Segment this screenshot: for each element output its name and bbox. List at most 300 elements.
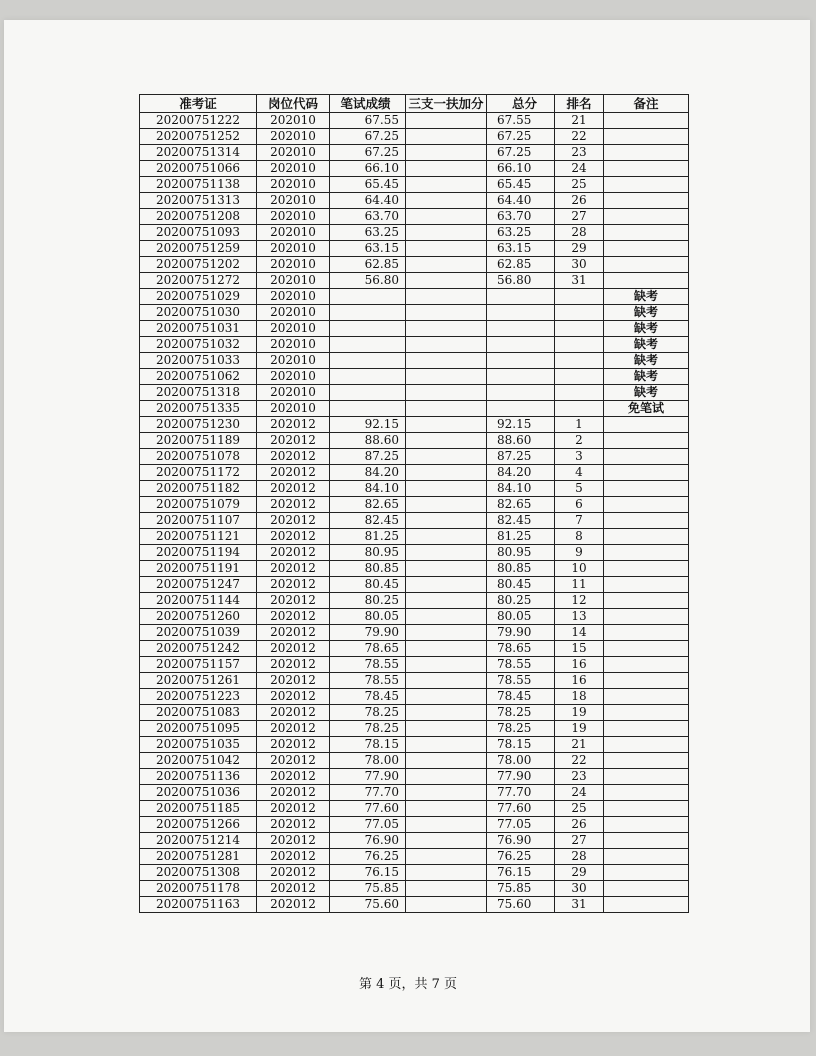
cell-written-score bbox=[330, 385, 406, 401]
cell-remark bbox=[604, 145, 689, 161]
cell-remark: 缺考 bbox=[604, 305, 689, 321]
cell-rank: 24 bbox=[555, 785, 604, 801]
cell-admission-number: 20200751318 bbox=[140, 385, 257, 401]
cell-total-score: 76.90 bbox=[487, 833, 555, 849]
table-row bbox=[140, 113, 689, 129]
cell-bonus-points bbox=[406, 897, 487, 913]
cell-written-score: 78.45 bbox=[330, 689, 406, 705]
cell-bonus-points bbox=[406, 561, 487, 577]
table-row bbox=[140, 657, 689, 673]
cell-position-code: 202010 bbox=[257, 273, 330, 289]
table-row bbox=[140, 193, 689, 209]
cell-bonus-points bbox=[406, 465, 487, 481]
cell-position-code: 202010 bbox=[257, 161, 330, 177]
cell-written-score: 78.25 bbox=[330, 705, 406, 721]
cell-rank: 10 bbox=[555, 561, 604, 577]
cell-bonus-points bbox=[406, 689, 487, 705]
cell-written-score: 63.25 bbox=[330, 225, 406, 241]
cell-rank: 9 bbox=[555, 545, 604, 561]
column-header-written-score: 笔试成绩 bbox=[330, 95, 406, 113]
cell-admission-number: 20200751032 bbox=[140, 337, 257, 353]
table-row bbox=[140, 817, 689, 833]
cell-total-score: 80.05 bbox=[487, 609, 555, 625]
table-body bbox=[140, 113, 689, 913]
cell-position-code: 202010 bbox=[257, 321, 330, 337]
cell-written-score: 78.15 bbox=[330, 737, 406, 753]
cell-written-score: 78.25 bbox=[330, 721, 406, 737]
cell-position-code: 202012 bbox=[257, 785, 330, 801]
cell-bonus-points bbox=[406, 433, 487, 449]
score-table bbox=[139, 94, 689, 913]
cell-remark bbox=[604, 753, 689, 769]
cell-position-code: 202012 bbox=[257, 497, 330, 513]
cell-position-code: 202012 bbox=[257, 513, 330, 529]
cell-written-score: 67.25 bbox=[330, 129, 406, 145]
cell-bonus-points bbox=[406, 801, 487, 817]
cell-total-score bbox=[487, 385, 555, 401]
table-row bbox=[140, 673, 689, 689]
cell-bonus-points bbox=[406, 625, 487, 641]
page-footer: 第 4 页，共 7 页 bbox=[358, 977, 458, 992]
cell-remark bbox=[604, 897, 689, 913]
table-row bbox=[140, 481, 689, 497]
cell-bonus-points bbox=[406, 257, 487, 273]
cell-remark: 缺考 bbox=[604, 385, 689, 401]
cell-admission-number: 20200751223 bbox=[140, 689, 257, 705]
cell-rank: 24 bbox=[555, 161, 604, 177]
cell-rank: 16 bbox=[555, 657, 604, 673]
cell-admission-number: 20200751172 bbox=[140, 465, 257, 481]
cell-total-score bbox=[487, 401, 555, 417]
cell-remark bbox=[604, 865, 689, 881]
cell-written-score: 80.45 bbox=[330, 577, 406, 593]
cell-written-score: 62.85 bbox=[330, 257, 406, 273]
cell-admission-number: 20200751214 bbox=[140, 833, 257, 849]
cell-written-score: 87.25 bbox=[330, 449, 406, 465]
cell-rank bbox=[555, 401, 604, 417]
table-row bbox=[140, 353, 689, 369]
cell-bonus-points bbox=[406, 417, 487, 433]
cell-bonus-points bbox=[406, 849, 487, 865]
table-row bbox=[140, 545, 689, 561]
cell-bonus-points bbox=[406, 881, 487, 897]
cell-remark bbox=[604, 177, 689, 193]
cell-total-score bbox=[487, 337, 555, 353]
cell-remark bbox=[604, 417, 689, 433]
cell-total-score bbox=[487, 321, 555, 337]
table-row bbox=[140, 705, 689, 721]
cell-remark: 缺考 bbox=[604, 337, 689, 353]
cell-admission-number: 20200751042 bbox=[140, 753, 257, 769]
table-row bbox=[140, 177, 689, 193]
cell-remark bbox=[604, 881, 689, 897]
cell-remark bbox=[604, 817, 689, 833]
cell-position-code: 202010 bbox=[257, 353, 330, 369]
cell-admission-number: 20200751261 bbox=[140, 673, 257, 689]
table-row bbox=[140, 561, 689, 577]
cell-total-score: 78.00 bbox=[487, 753, 555, 769]
table-row bbox=[140, 881, 689, 897]
cell-written-score: 81.25 bbox=[330, 529, 406, 545]
cell-position-code: 202012 bbox=[257, 545, 330, 561]
cell-rank: 15 bbox=[555, 641, 604, 657]
cell-total-score: 80.45 bbox=[487, 577, 555, 593]
cell-written-score: 79.90 bbox=[330, 625, 406, 641]
cell-written-score: 84.20 bbox=[330, 465, 406, 481]
table-row bbox=[140, 785, 689, 801]
column-header-bonus-points: 三支一扶加分 bbox=[406, 95, 487, 113]
cell-written-score: 67.55 bbox=[330, 113, 406, 129]
cell-remark bbox=[604, 689, 689, 705]
cell-position-code: 202012 bbox=[257, 865, 330, 881]
cell-position-code: 202010 bbox=[257, 129, 330, 145]
table-row bbox=[140, 417, 689, 433]
table-row bbox=[140, 129, 689, 145]
cell-position-code: 202010 bbox=[257, 305, 330, 321]
cell-rank: 31 bbox=[555, 273, 604, 289]
cell-written-score: 65.45 bbox=[330, 177, 406, 193]
cell-bonus-points bbox=[406, 321, 487, 337]
cell-written-score: 75.85 bbox=[330, 881, 406, 897]
cell-written-score bbox=[330, 321, 406, 337]
cell-bonus-points bbox=[406, 657, 487, 673]
cell-bonus-points bbox=[406, 401, 487, 417]
cell-admission-number: 20200751144 bbox=[140, 593, 257, 609]
cell-admission-number: 20200751066 bbox=[140, 161, 257, 177]
cell-position-code: 202010 bbox=[257, 369, 330, 385]
cell-bonus-points bbox=[406, 641, 487, 657]
column-header-remark: 备注 bbox=[604, 95, 689, 113]
cell-written-score: 92.15 bbox=[330, 417, 406, 433]
table-row bbox=[140, 225, 689, 241]
cell-bonus-points bbox=[406, 161, 487, 177]
cell-remark bbox=[604, 785, 689, 801]
cell-total-score: 77.60 bbox=[487, 801, 555, 817]
cell-bonus-points bbox=[406, 737, 487, 753]
cell-remark bbox=[604, 545, 689, 561]
cell-rank: 23 bbox=[555, 145, 604, 161]
cell-position-code: 202012 bbox=[257, 817, 330, 833]
cell-remark bbox=[604, 513, 689, 529]
table-row bbox=[140, 865, 689, 881]
cell-total-score bbox=[487, 305, 555, 321]
cell-admission-number: 20200751185 bbox=[140, 801, 257, 817]
cell-admission-number: 20200751222 bbox=[140, 113, 257, 129]
cell-position-code: 202010 bbox=[257, 177, 330, 193]
cell-position-code: 202012 bbox=[257, 673, 330, 689]
cell-rank bbox=[555, 321, 604, 337]
cell-rank: 29 bbox=[555, 865, 604, 881]
table-row bbox=[140, 321, 689, 337]
cell-admission-number: 20200751260 bbox=[140, 609, 257, 625]
cell-position-code: 202012 bbox=[257, 417, 330, 433]
cell-written-score bbox=[330, 369, 406, 385]
cell-total-score: 88.60 bbox=[487, 433, 555, 449]
cell-rank: 21 bbox=[555, 737, 604, 753]
cell-rank: 11 bbox=[555, 577, 604, 593]
column-header-position-code: 岗位代码 bbox=[257, 95, 330, 113]
cell-admission-number: 20200751163 bbox=[140, 897, 257, 913]
cell-total-score: 67.25 bbox=[487, 129, 555, 145]
cell-bonus-points bbox=[406, 865, 487, 881]
table-row bbox=[140, 433, 689, 449]
cell-rank: 19 bbox=[555, 705, 604, 721]
cell-remark bbox=[604, 561, 689, 577]
cell-admission-number: 20200751178 bbox=[140, 881, 257, 897]
cell-total-score: 92.15 bbox=[487, 417, 555, 433]
cell-bonus-points bbox=[406, 337, 487, 353]
table-row bbox=[140, 609, 689, 625]
cell-written-score bbox=[330, 353, 406, 369]
cell-position-code: 202012 bbox=[257, 897, 330, 913]
cell-rank: 4 bbox=[555, 465, 604, 481]
cell-total-score: 64.40 bbox=[487, 193, 555, 209]
cell-bonus-points bbox=[406, 721, 487, 737]
cell-remark bbox=[604, 577, 689, 593]
cell-remark bbox=[604, 161, 689, 177]
table-row bbox=[140, 577, 689, 593]
cell-admission-number: 20200751033 bbox=[140, 353, 257, 369]
cell-rank: 19 bbox=[555, 721, 604, 737]
cell-remark bbox=[604, 273, 689, 289]
cell-bonus-points bbox=[406, 577, 487, 593]
cell-bonus-points bbox=[406, 817, 487, 833]
cell-total-score: 78.55 bbox=[487, 657, 555, 673]
cell-position-code: 202010 bbox=[257, 193, 330, 209]
cell-admission-number: 20200751208 bbox=[140, 209, 257, 225]
cell-total-score: 65.45 bbox=[487, 177, 555, 193]
cell-remark bbox=[604, 209, 689, 225]
cell-position-code: 202012 bbox=[257, 801, 330, 817]
table-row bbox=[140, 801, 689, 817]
cell-total-score: 79.90 bbox=[487, 625, 555, 641]
cell-total-score: 77.90 bbox=[487, 769, 555, 785]
cell-written-score: 77.05 bbox=[330, 817, 406, 833]
column-header-total-score: 总分 bbox=[487, 95, 555, 113]
cell-total-score: 63.15 bbox=[487, 241, 555, 257]
cell-total-score: 56.80 bbox=[487, 273, 555, 289]
cell-bonus-points bbox=[406, 289, 487, 305]
cell-bonus-points bbox=[406, 513, 487, 529]
cell-remark bbox=[604, 641, 689, 657]
cell-remark bbox=[604, 849, 689, 865]
cell-bonus-points bbox=[406, 753, 487, 769]
cell-bonus-points bbox=[406, 305, 487, 321]
cell-remark bbox=[604, 465, 689, 481]
cell-admission-number: 20200751281 bbox=[140, 849, 257, 865]
cell-written-score bbox=[330, 337, 406, 353]
cell-rank: 5 bbox=[555, 481, 604, 497]
cell-remark: 缺考 bbox=[604, 369, 689, 385]
cell-remark bbox=[604, 449, 689, 465]
cell-bonus-points bbox=[406, 497, 487, 513]
cell-admission-number: 20200751121 bbox=[140, 529, 257, 545]
cell-position-code: 202012 bbox=[257, 769, 330, 785]
cell-written-score: 67.25 bbox=[330, 145, 406, 161]
cell-rank: 29 bbox=[555, 241, 604, 257]
cell-total-score: 78.55 bbox=[487, 673, 555, 689]
cell-rank: 25 bbox=[555, 177, 604, 193]
cell-admission-number: 20200751035 bbox=[140, 737, 257, 753]
table-row bbox=[140, 145, 689, 161]
cell-bonus-points bbox=[406, 193, 487, 209]
table-row bbox=[140, 769, 689, 785]
cell-remark bbox=[604, 129, 689, 145]
cell-rank: 30 bbox=[555, 881, 604, 897]
table-row bbox=[140, 529, 689, 545]
cell-remark bbox=[604, 593, 689, 609]
cell-rank: 27 bbox=[555, 833, 604, 849]
cell-position-code: 202012 bbox=[257, 449, 330, 465]
table-row bbox=[140, 753, 689, 769]
cell-position-code: 202012 bbox=[257, 465, 330, 481]
cell-total-score: 84.20 bbox=[487, 465, 555, 481]
cell-bonus-points bbox=[406, 833, 487, 849]
cell-written-score: 66.10 bbox=[330, 161, 406, 177]
cell-bonus-points bbox=[406, 241, 487, 257]
cell-bonus-points bbox=[406, 145, 487, 161]
cell-rank: 1 bbox=[555, 417, 604, 433]
cell-rank: 13 bbox=[555, 609, 604, 625]
cell-position-code: 202012 bbox=[257, 705, 330, 721]
cell-position-code: 202012 bbox=[257, 625, 330, 641]
cell-rank: 31 bbox=[555, 897, 604, 913]
cell-rank bbox=[555, 385, 604, 401]
table-header-row bbox=[140, 95, 689, 113]
cell-admission-number: 20200751062 bbox=[140, 369, 257, 385]
cell-written-score: 77.90 bbox=[330, 769, 406, 785]
cell-position-code: 202012 bbox=[257, 529, 330, 545]
cell-admission-number: 20200751107 bbox=[140, 513, 257, 529]
cell-rank: 14 bbox=[555, 625, 604, 641]
cell-bonus-points bbox=[406, 225, 487, 241]
cell-total-score bbox=[487, 369, 555, 385]
cell-written-score: 78.65 bbox=[330, 641, 406, 657]
cell-total-score: 80.25 bbox=[487, 593, 555, 609]
cell-remark: 缺考 bbox=[604, 353, 689, 369]
cell-rank: 28 bbox=[555, 849, 604, 865]
cell-rank bbox=[555, 353, 604, 369]
table-row bbox=[140, 257, 689, 273]
cell-admission-number: 20200751242 bbox=[140, 641, 257, 657]
cell-total-score: 78.25 bbox=[487, 721, 555, 737]
cell-written-score bbox=[330, 401, 406, 417]
cell-position-code: 202012 bbox=[257, 657, 330, 673]
cell-rank: 8 bbox=[555, 529, 604, 545]
cell-written-score: 77.70 bbox=[330, 785, 406, 801]
cell-position-code: 202012 bbox=[257, 577, 330, 593]
cell-written-score: 80.95 bbox=[330, 545, 406, 561]
cell-admission-number: 20200751157 bbox=[140, 657, 257, 673]
cell-written-score: 63.70 bbox=[330, 209, 406, 225]
cell-written-score: 80.25 bbox=[330, 593, 406, 609]
cell-position-code: 202012 bbox=[257, 481, 330, 497]
cell-written-score: 82.65 bbox=[330, 497, 406, 513]
cell-rank bbox=[555, 337, 604, 353]
cell-rank: 16 bbox=[555, 673, 604, 689]
cell-remark bbox=[604, 625, 689, 641]
cell-rank: 6 bbox=[555, 497, 604, 513]
table-row bbox=[140, 689, 689, 705]
column-header-rank: 排名 bbox=[555, 95, 604, 113]
table-row bbox=[140, 641, 689, 657]
cell-admission-number: 20200751029 bbox=[140, 289, 257, 305]
cell-position-code: 202010 bbox=[257, 337, 330, 353]
cell-written-score: 88.60 bbox=[330, 433, 406, 449]
cell-remark bbox=[604, 225, 689, 241]
cell-total-score: 76.25 bbox=[487, 849, 555, 865]
cell-admission-number: 20200751335 bbox=[140, 401, 257, 417]
table-row bbox=[140, 849, 689, 865]
cell-remark: 缺考 bbox=[604, 289, 689, 305]
cell-bonus-points bbox=[406, 177, 487, 193]
cell-bonus-points bbox=[406, 369, 487, 385]
cell-admission-number: 20200751039 bbox=[140, 625, 257, 641]
cell-bonus-points bbox=[406, 273, 487, 289]
table-row bbox=[140, 241, 689, 257]
cell-position-code: 202012 bbox=[257, 753, 330, 769]
table-row bbox=[140, 449, 689, 465]
table-row bbox=[140, 209, 689, 225]
cell-position-code: 202012 bbox=[257, 881, 330, 897]
cell-written-score bbox=[330, 289, 406, 305]
cell-admission-number: 20200751259 bbox=[140, 241, 257, 257]
cell-bonus-points bbox=[406, 529, 487, 545]
cell-written-score: 56.80 bbox=[330, 273, 406, 289]
cell-position-code: 202010 bbox=[257, 225, 330, 241]
cell-bonus-points bbox=[406, 673, 487, 689]
cell-admission-number: 20200751194 bbox=[140, 545, 257, 561]
table-row bbox=[140, 513, 689, 529]
cell-written-score: 78.55 bbox=[330, 657, 406, 673]
cell-admission-number: 20200751272 bbox=[140, 273, 257, 289]
cell-position-code: 202012 bbox=[257, 849, 330, 865]
cell-total-score: 82.45 bbox=[487, 513, 555, 529]
cell-position-code: 202012 bbox=[257, 593, 330, 609]
cell-rank: 12 bbox=[555, 593, 604, 609]
cell-admission-number: 20200751314 bbox=[140, 145, 257, 161]
cell-total-score: 78.25 bbox=[487, 705, 555, 721]
cell-total-score: 80.85 bbox=[487, 561, 555, 577]
table-header bbox=[140, 95, 689, 113]
cell-rank: 3 bbox=[555, 449, 604, 465]
cell-rank bbox=[555, 305, 604, 321]
cell-rank: 22 bbox=[555, 753, 604, 769]
table-row bbox=[140, 289, 689, 305]
cell-total-score: 87.25 bbox=[487, 449, 555, 465]
column-header-admission-number: 准考证 bbox=[140, 95, 257, 113]
cell-bonus-points bbox=[406, 209, 487, 225]
cell-position-code: 202010 bbox=[257, 401, 330, 417]
cell-position-code: 202012 bbox=[257, 689, 330, 705]
cell-total-score: 78.65 bbox=[487, 641, 555, 657]
cell-admission-number: 20200751202 bbox=[140, 257, 257, 273]
cell-total-score: 67.55 bbox=[487, 113, 555, 129]
table-row bbox=[140, 385, 689, 401]
cell-remark bbox=[604, 657, 689, 673]
cell-remark bbox=[604, 433, 689, 449]
cell-bonus-points bbox=[406, 609, 487, 625]
cell-rank: 28 bbox=[555, 225, 604, 241]
cell-total-score: 77.05 bbox=[487, 817, 555, 833]
cell-written-score: 76.15 bbox=[330, 865, 406, 881]
cell-total-score: 66.10 bbox=[487, 161, 555, 177]
cell-bonus-points bbox=[406, 353, 487, 369]
table-row bbox=[140, 593, 689, 609]
table-row bbox=[140, 161, 689, 177]
cell-rank: 2 bbox=[555, 433, 604, 449]
cell-remark bbox=[604, 241, 689, 257]
